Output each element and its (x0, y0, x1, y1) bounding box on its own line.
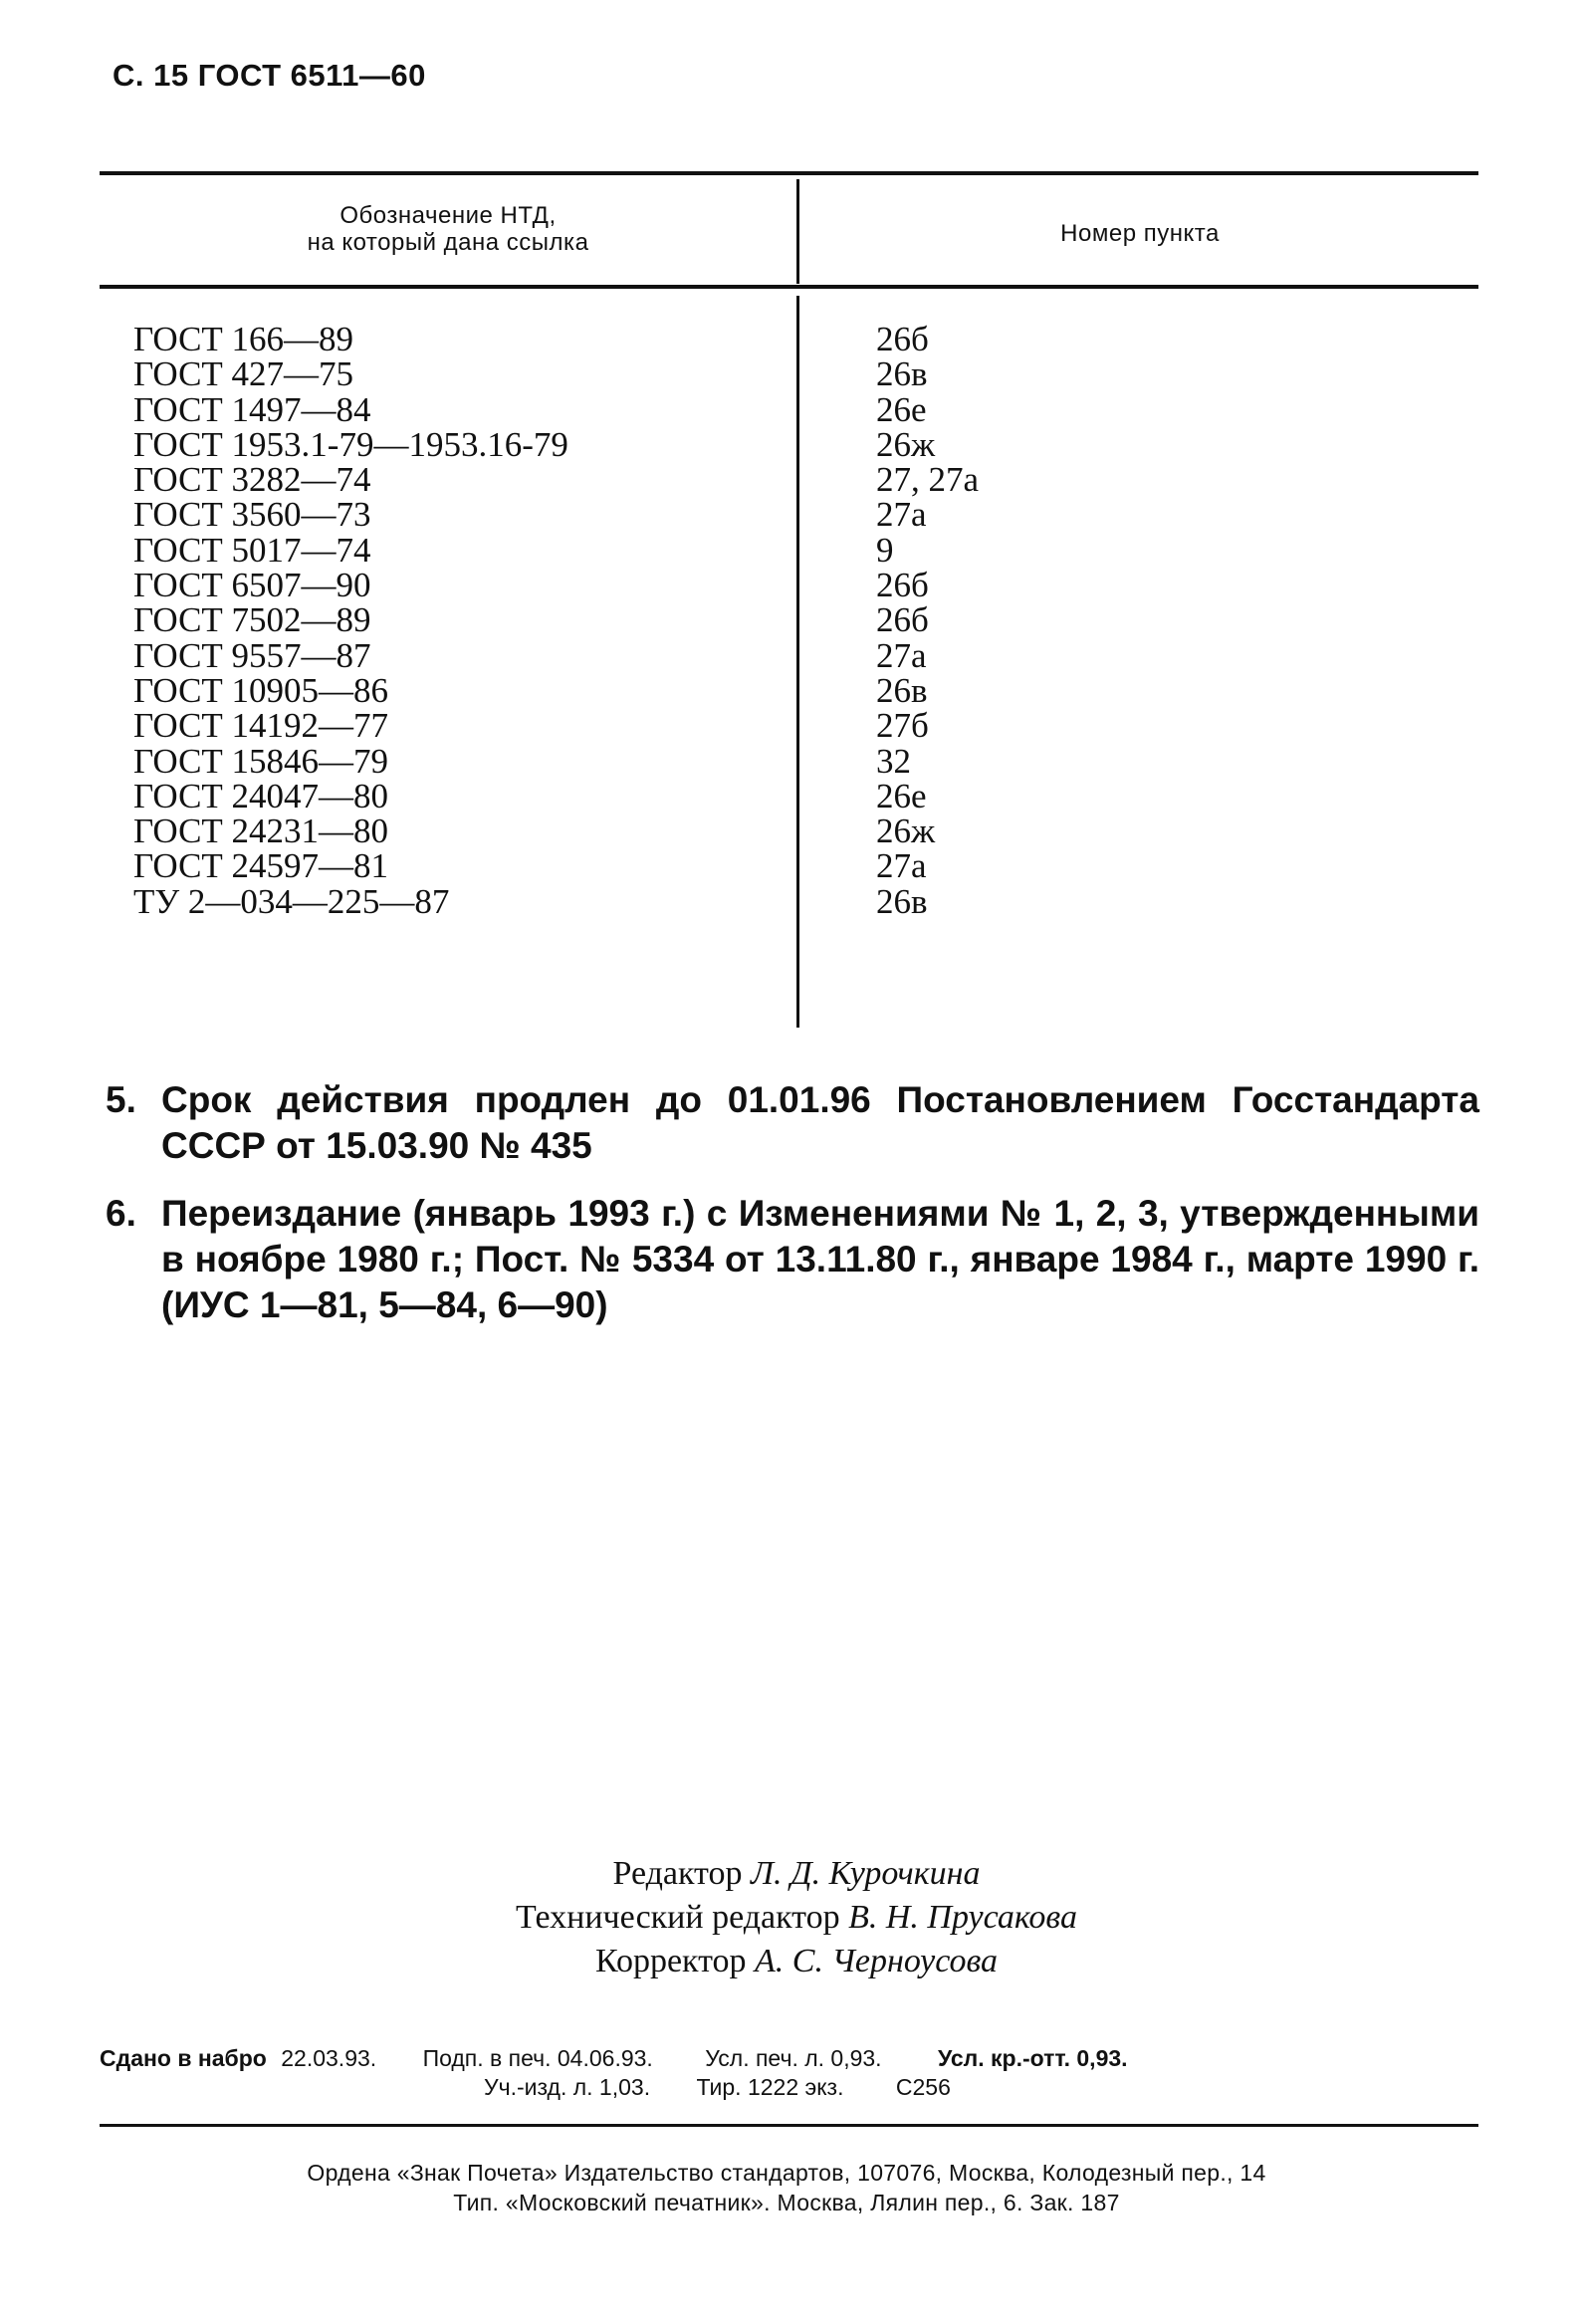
table-row-ntd: ГОСТ 5017—74 (133, 530, 371, 570)
footer-rule (100, 2124, 1478, 2127)
table-row-ntd: ГОСТ 9557—87 (133, 635, 371, 675)
column-header-point: Номер пункта (1060, 220, 1220, 247)
editor-label: Редактор (612, 1855, 743, 1892)
table-row-ntd: ГОСТ 427—75 (133, 354, 354, 394)
publisher-sheets: Уч.-изд. л. 1,03. (484, 2074, 651, 2100)
column-header-ntd-line2: на который дана ссылка (307, 229, 589, 256)
table-row-ntd: ГОСТ 14192—77 (133, 706, 389, 746)
ntd-column (133, 322, 568, 919)
table-row-ntd: ГОСТ 24231—80 (133, 812, 389, 851)
table-row-point: 27б (876, 706, 929, 746)
publisher-footer (100, 2158, 1473, 2217)
tech-editor-name: В. Н. Прусакова (848, 1899, 1077, 1936)
paragraph-text: Срок действия продлен до 01.01.96 Постановлением Госстандарта СССР от 15.03.90 № 435 (161, 1079, 1479, 1166)
proofreader-line (299, 1940, 1294, 1983)
table-row-ntd: ГОСТ 6507—90 (133, 566, 371, 605)
table-row-point: 26в (876, 881, 928, 921)
paragraph-6 (106, 1191, 1479, 1328)
footer-line-2: Тип. «Московский печатник». Москва, Лялин пер., 6. Зак. 187 (453, 2190, 1120, 2215)
column-header-ntd-line1: Обозначение НТД, (339, 202, 557, 229)
print-sheets: Усл. печ. л. 0,93. (705, 2045, 882, 2071)
sent-date: 22.03.93. (281, 2045, 377, 2071)
editor-name: Л. Д. Курочкина (750, 1855, 981, 1892)
circulation: Тир. 1222 экз. (696, 2074, 844, 2100)
table-top-rule (100, 171, 1478, 175)
table-row-ntd: ГОСТ 166—89 (133, 320, 354, 358)
table-row-point: 26в (876, 670, 928, 710)
editor-line (299, 1852, 1294, 1896)
tech-editor-label: Технический редактор (516, 1899, 840, 1936)
table-row-ntd: ГОСТ 24597—81 (133, 846, 389, 886)
table-row-point: 26в (876, 354, 928, 394)
table-row-point: 27, 27а (876, 460, 980, 500)
proofreader-label: Корректор (594, 1943, 747, 1979)
table-row-ntd: ГОСТ 7502—89 (133, 600, 371, 640)
footer-line-1: Ордена «Знак Почета» Издательство стандартов, 107076, Москва, Колодезный пер., 14 (307, 2160, 1266, 2186)
table-row-point: 27а (876, 495, 927, 535)
order-code: С256 (895, 2074, 951, 2100)
table-body-divider (796, 296, 799, 1028)
table-header-rule (100, 285, 1478, 289)
point-column (876, 322, 979, 919)
table-row-ntd: ТУ 2—034—225—87 (133, 881, 450, 921)
imprint-line-1 (100, 2044, 1473, 2072)
table-row-point: 26б (876, 566, 929, 605)
table-row-point: 9 (876, 530, 894, 570)
table-row-ntd: ГОСТ 3282—74 (133, 460, 371, 500)
paragraph-5 (106, 1077, 1479, 1169)
credits-block (299, 1852, 1294, 1983)
proofreader-name: А. С. Черноусова (755, 1943, 999, 1979)
paragraph-number: 6. (106, 1193, 136, 1234)
table-row-point: 32 (876, 741, 911, 781)
table-row-ntd: ГОСТ 24047—80 (133, 776, 389, 815)
kr-ott: Усл. кр.-отт. 0,93. (937, 2045, 1128, 2071)
table-row-ntd: ГОСТ 3560—73 (133, 495, 371, 535)
page-header: С. 15 ГОСТ 6511—60 (113, 58, 426, 93)
table-row-point: 26ж (876, 424, 936, 464)
table-row-point: 26е (876, 389, 927, 429)
table-row-point: 27а (876, 846, 927, 886)
table-row-ntd: ГОСТ 15846—79 (133, 741, 389, 781)
table-row-ntd: ГОСТ 1953.1-79—1953.16-79 (133, 424, 568, 464)
table-row-ntd: ГОСТ 10905—86 (133, 670, 389, 710)
table-row-point: 26б (876, 320, 929, 358)
tech-editor-line (299, 1896, 1294, 1940)
table-column-divider (796, 179, 799, 284)
column-header-ntd (119, 202, 777, 256)
table-row-point: 27а (876, 635, 927, 675)
table-row-point: 26ж (876, 812, 936, 851)
imprint-line-2 (484, 2073, 951, 2101)
signed-to-print: Подп. в печ. 04.06.93. (422, 2045, 653, 2071)
paragraph-number: 5. (106, 1079, 136, 1120)
table-row-point: 26б (876, 600, 929, 640)
sent-label: Сдано в набро (100, 2045, 267, 2071)
table-row-ntd: ГОСТ 1497—84 (133, 389, 371, 429)
paragraph-text: Переиздание (январь 1993 г.) с Изменениями № 1, 2, 3, утвержденными в ноябре 1980 г.; Пост. № 5334 от 13.11.80 г., январе 1984 г., марте 1990 г. (ИУС 1—81, 5—84, 6—90) (161, 1193, 1479, 1325)
table-row-point: 26е (876, 776, 927, 815)
